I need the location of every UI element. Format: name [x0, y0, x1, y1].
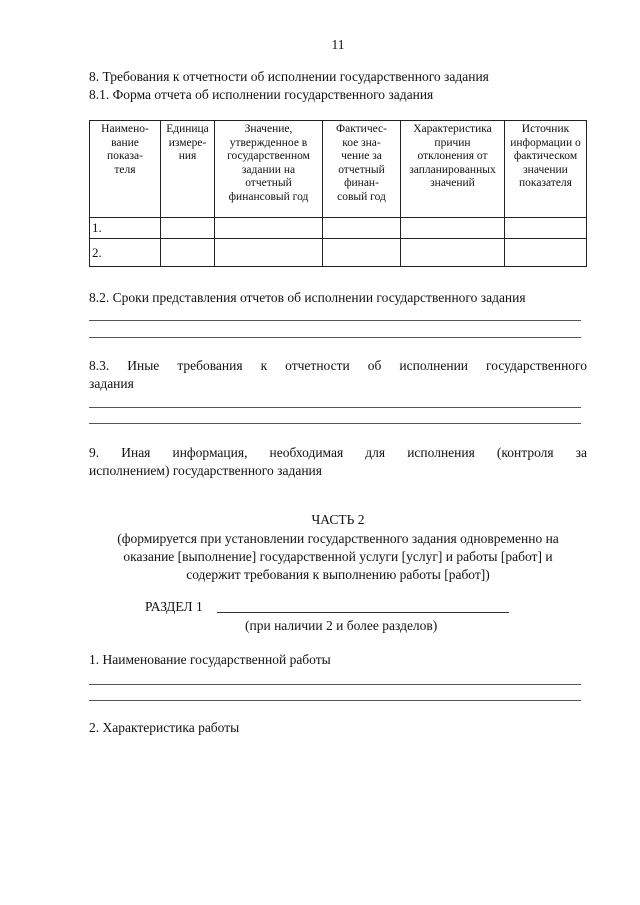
- table-header-row: [90, 121, 587, 218]
- blank-line: [89, 320, 581, 321]
- table-header-cell: Единица измере- ния: [161, 121, 215, 218]
- section-8-heading: 8. Требования к отчетности об исполнении государственного задания: [89, 69, 489, 84]
- table-header-cell: Источник информации о фактическом значении показателя: [505, 121, 587, 218]
- section-8-3-line2: задания: [89, 376, 134, 391]
- table-header-cell: Фактичес- кое зна- чение за отчетный финан- совый год: [323, 121, 401, 218]
- section-note: (при наличии 2 и более разделов): [245, 618, 438, 633]
- blank-line: [89, 423, 581, 424]
- section-8-1-heading: 8.1. Форма отчета об исполнении государственного задания: [89, 87, 434, 102]
- section-name-line: [217, 612, 509, 613]
- item-2: 2. Характеристика работы: [89, 720, 240, 735]
- blank-line: [89, 407, 581, 408]
- table-row: [90, 218, 587, 239]
- part-2-note-line1: (формируется при установлении государственного задания одновременно на: [117, 531, 559, 546]
- item-1: 1. Наименование государственной работы: [89, 652, 331, 667]
- table-row: [90, 239, 587, 267]
- blank-line: [89, 337, 581, 338]
- section-8-2: 8.2. Сроки представления отчетов об исполнении государственного задания: [89, 290, 526, 305]
- table-cell: 2.: [90, 239, 161, 267]
- part-2-note-line2: оказание [выполнение] государственной услуги [услуг] и работы [работ] и: [123, 549, 553, 564]
- section-label: РАЗДЕЛ 1: [145, 599, 203, 614]
- section-9-line2: исполнением) государственного задания: [89, 463, 322, 478]
- part-2-note-line3: содержит требования к выполнению работы [работ]): [186, 567, 490, 582]
- blank-line: [89, 684, 581, 685]
- page-number: 11: [331, 37, 345, 52]
- report-form-table: [89, 120, 587, 267]
- section-8-3-line1: 8.3. Иные требования к отчетности об исполнении государственного: [89, 358, 587, 373]
- table-cell: 1.: [90, 218, 161, 239]
- table-header-cell: Характеристика причин отклонения от запланированных значений: [401, 121, 505, 218]
- section-9-line1: 9. Иная информация, необходимая для исполнения (контроля за: [89, 445, 587, 460]
- part-2-title: ЧАСТЬ 2: [311, 512, 365, 527]
- blank-line: [89, 700, 581, 701]
- table-header-cell: Значение, утвержденное в государственном задании на отчетный финансовый год: [215, 121, 323, 218]
- table-header-cell: Наимено- вание показа- теля: [90, 121, 161, 218]
